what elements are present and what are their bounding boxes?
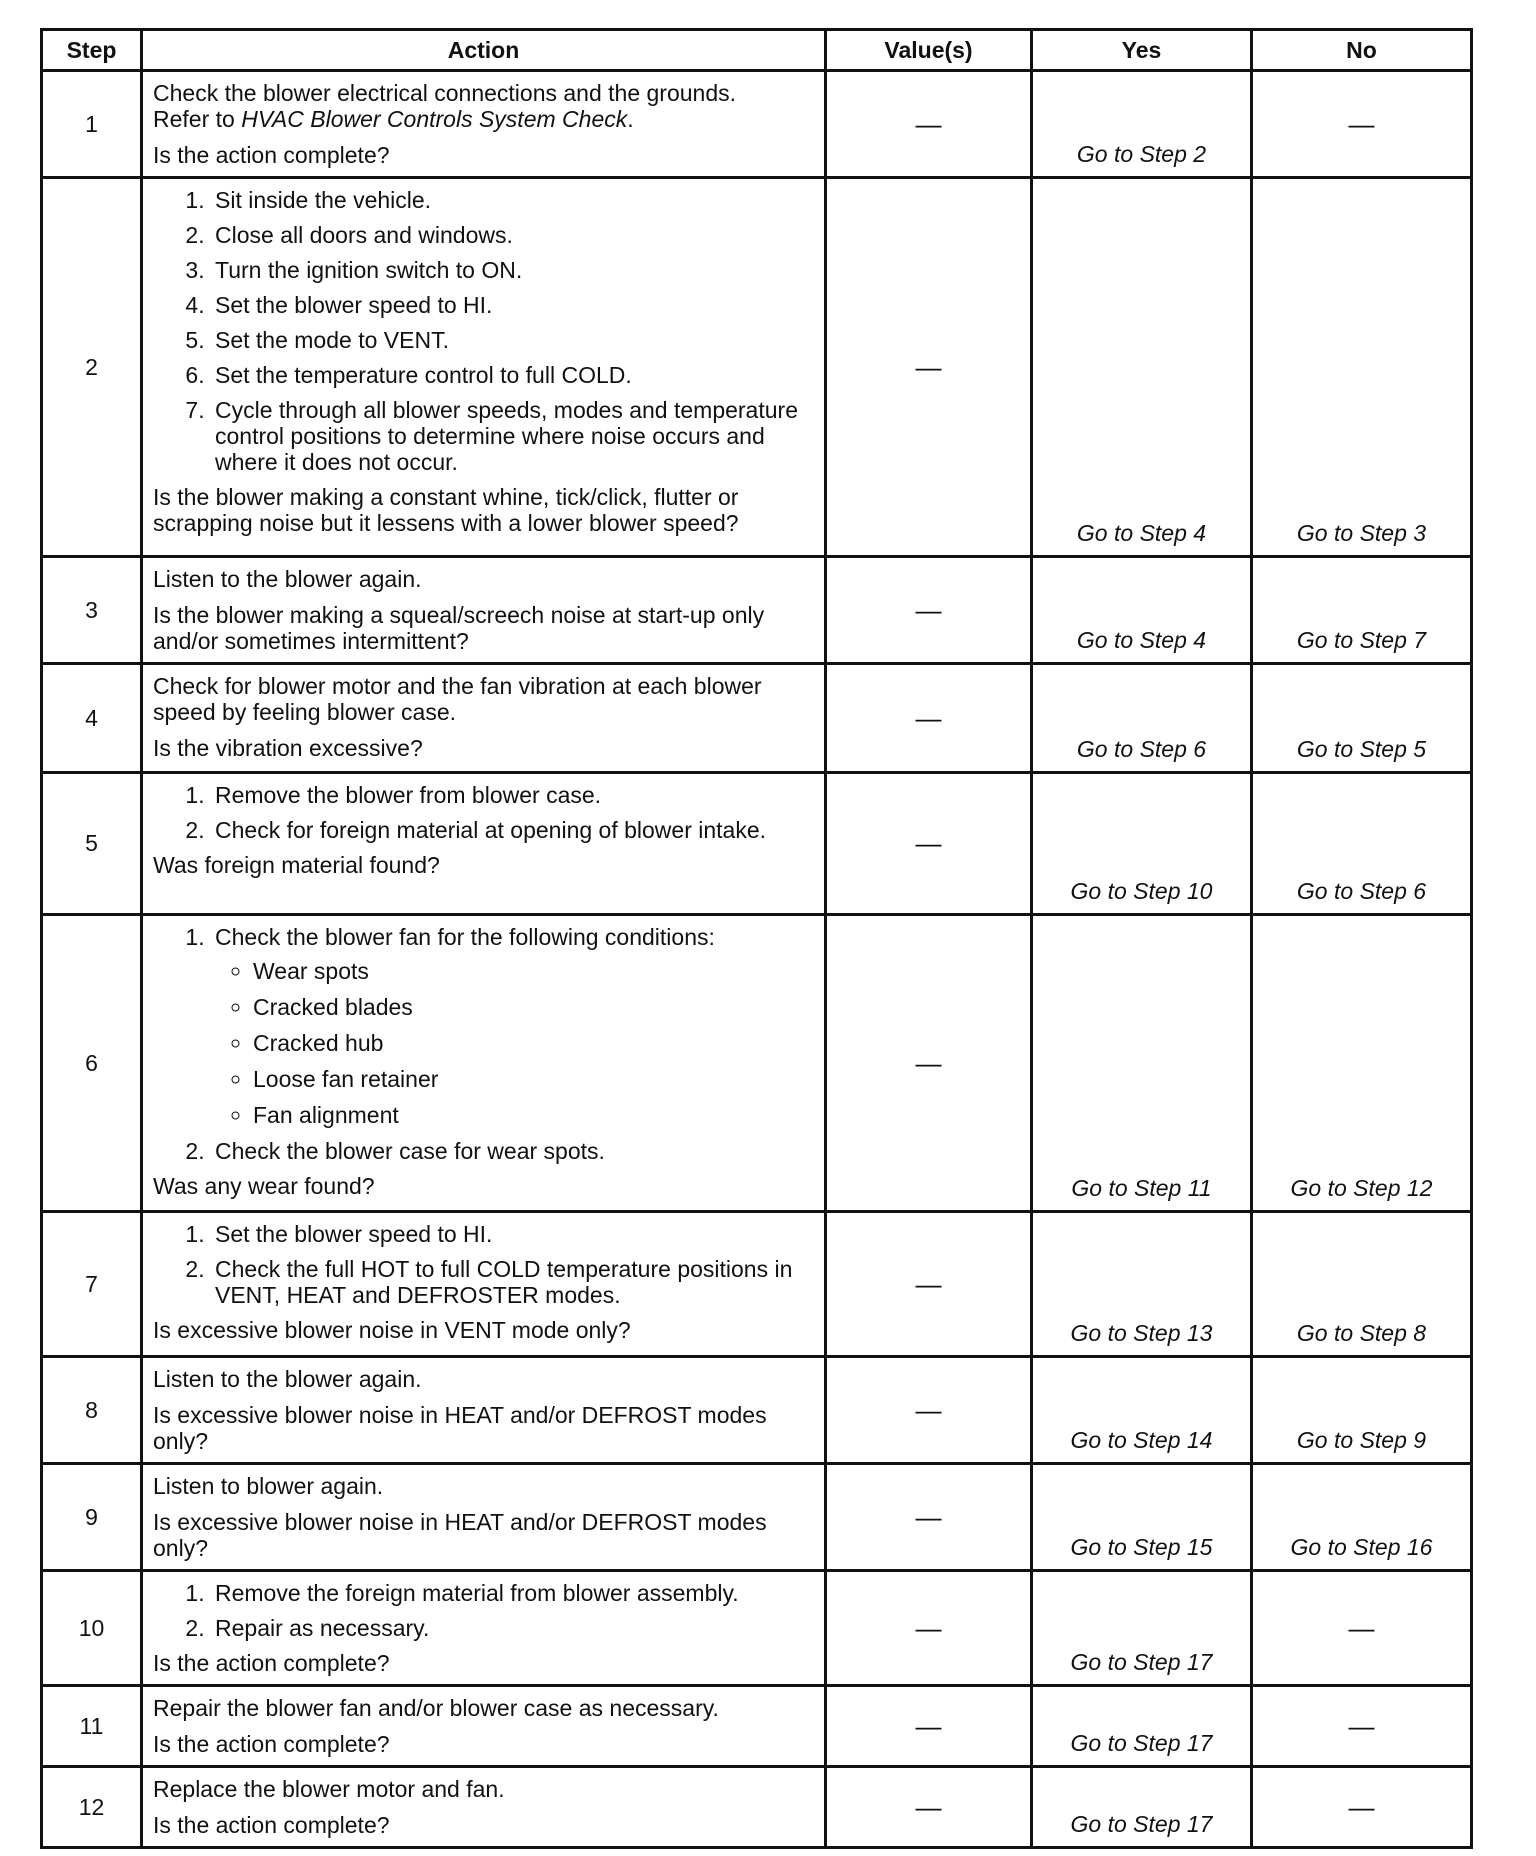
no-cell: Go to Step 7 [1252,557,1472,664]
step-number: 4 [42,664,142,773]
question: Was any wear found? [153,1173,375,1199]
list-item: 2. Check for foreign material at opening of blower intake. [211,817,814,843]
yes-cell: Go to Step 13 [1032,1212,1252,1357]
header-action: Action [142,30,826,71]
no-cell: — [1252,71,1472,178]
question: Is excessive blower noise in HEAT and/or DEFROST modes only? [153,1402,767,1454]
table-row [42,1767,1472,1848]
yes-cell: Go to Step 4 [1032,178,1252,557]
instruction: Listen to the blower again. [153,566,422,592]
no-cell: — [1252,1571,1472,1686]
step-number: 5 [42,773,142,915]
instruction: Check for blower motor and the fan vibration at each blower speed by feeling blower case. [153,673,762,725]
yes-cell: Go to Step 11 [1032,915,1252,1212]
action-cell [142,557,826,664]
step-number: 8 [42,1357,142,1464]
header-row [42,30,1472,71]
value-cell: — [826,773,1032,915]
bullet-item: ◦ Loose fan retainer [253,1066,814,1092]
question: Is the blower making a constant whine, tick/click, flutter or scrapping noise but it lessens with a lower blower speed? [153,484,739,536]
question: Was foreign material found? [153,852,440,878]
question: Is the action complete? [153,1731,390,1757]
table-row [42,1212,1472,1357]
value-cell: — [826,1357,1032,1464]
action-list [153,187,814,475]
step-number: 2 [42,178,142,557]
action-cell [142,178,826,557]
list-item: 2. Repair as necessary. [211,1615,814,1641]
no-cell: Go to Step 16 [1252,1464,1472,1571]
list-item: 7. Cycle through all blower speeds, modes and temperature control positions to determine where noise occurs and where it does not occur. [211,397,814,475]
step-number: 10 [42,1571,142,1686]
list-item: 1. Remove the foreign material from blower assembly. [211,1580,814,1606]
question: Is excessive blower noise in VENT mode only? [153,1317,631,1343]
list-item: 2. Check the full HOT to full COLD temperature positions in VENT, HEAT and DEFROSTER modes. [211,1256,814,1308]
no-cell: Go to Step 12 [1252,915,1472,1212]
value-cell: — [826,915,1032,1212]
yes-cell: Go to Step 17 [1032,1686,1252,1767]
list-item: 6. Set the temperature control to full COLD. [211,362,814,388]
question: Is the vibration excessive? [153,735,423,761]
value-cell: — [826,1571,1032,1686]
bullet-item: ◦ Cracked hub [253,1030,814,1056]
list-item: 2. Check the blower case for wear spots. [211,1138,814,1164]
action-cell [142,1357,826,1464]
step-number: 12 [42,1767,142,1848]
no-cell: Go to Step 3 [1252,178,1472,557]
step-number: 9 [42,1464,142,1571]
table-row [42,1686,1472,1767]
list-item: 1. Sit inside the vehicle. [211,187,814,213]
yes-cell: Go to Step 17 [1032,1767,1252,1848]
action-list [153,1221,814,1308]
diagnostic-table [40,28,1473,1849]
action-list [153,924,814,1164]
no-cell: Go to Step 5 [1252,664,1472,773]
value-cell: — [826,1464,1032,1571]
no-cell: — [1252,1767,1472,1848]
step-number: 6 [42,915,142,1212]
header-yes: Yes [1032,30,1252,71]
yes-cell: Go to Step 4 [1032,557,1252,664]
instruction: Listen to blower again. [153,1473,384,1499]
action-cell [142,1212,826,1357]
bullet-item: ◦ Cracked blades [253,994,814,1020]
condition-list [215,958,814,1128]
instruction: Repair the blower fan and/or blower case as necessary. [153,1695,719,1721]
table-row [42,1571,1472,1686]
table-row [42,1464,1472,1571]
yes-cell: Go to Step 2 [1032,71,1252,178]
step-number: 7 [42,1212,142,1357]
value-cell: — [826,1767,1032,1848]
action-cell [142,915,826,1212]
no-cell: — [1252,1686,1472,1767]
action-cell [142,773,826,915]
question: Is the action complete? [153,1650,390,1676]
list-item: 2. Close all doors and windows. [211,222,814,248]
question: Is the action complete? [153,142,390,168]
yes-cell: Go to Step 14 [1032,1357,1252,1464]
action-cell [142,1464,826,1571]
yes-cell: Go to Step 10 [1032,773,1252,915]
ref-suffix: . [627,106,634,132]
ref-prefix: Refer to [153,106,242,132]
question: Is the blower making a squeal/screech noise at start-up only and/or sometimes intermittent? [153,602,765,654]
instruction: Check the blower electrical connections and the grounds. [153,80,737,106]
list-item: 1. Remove the blower from blower case. [211,782,814,808]
instruction: Replace the blower motor and fan. [153,1776,505,1802]
action-text [153,80,814,132]
yes-cell: Go to Step 17 [1032,1571,1252,1686]
action-list [153,782,814,843]
bullet-item: ◦ Fan alignment [253,1102,814,1128]
step-number: 1 [42,71,142,178]
table-row [42,1357,1472,1464]
table-row [42,557,1472,664]
header-values: Value(s) [826,30,1032,71]
yes-cell: Go to Step 15 [1032,1464,1252,1571]
list-item: 5. Set the mode to VENT. [211,327,814,353]
header-step: Step [42,30,142,71]
list-item: 1. Set the blower speed to HI. [211,1221,814,1247]
action-cell [142,1571,826,1686]
step-number: 11 [42,1686,142,1767]
no-cell: Go to Step 6 [1252,773,1472,915]
table-row [42,178,1472,557]
list-item-text: Check the blower fan for the following conditions: [215,924,715,950]
bullet-item: ◦ Wear spots [253,958,814,984]
instruction: Listen to the blower again. [153,1366,422,1392]
reference-link: HVAC Blower Controls System Check [241,106,628,132]
action-cell [142,1767,826,1848]
value-cell: — [826,71,1032,178]
action-cell [142,664,826,773]
question: Is excessive blower noise in HEAT and/or DEFROST modes only? [153,1509,767,1561]
no-cell: Go to Step 8 [1252,1212,1472,1357]
action-list [153,1580,814,1641]
table-row [42,664,1472,773]
value-cell: — [826,557,1032,664]
step-number: 3 [42,557,142,664]
table-row [42,915,1472,1212]
list-item: 3. Turn the ignition switch to ON. [211,257,814,283]
question: Is the action complete? [153,1812,390,1838]
list-item: 4. Set the blower speed to HI. [211,292,814,318]
header-no: No [1252,30,1472,71]
no-cell: Go to Step 9 [1252,1357,1472,1464]
action-cell [142,71,826,178]
value-cell: — [826,1686,1032,1767]
action-cell [142,1686,826,1767]
table-row [42,773,1472,915]
yes-cell: Go to Step 6 [1032,664,1252,773]
value-cell: — [826,1212,1032,1357]
table-row [42,71,1472,178]
value-cell: — [826,178,1032,557]
value-cell: — [826,664,1032,773]
list-item [211,924,814,1128]
